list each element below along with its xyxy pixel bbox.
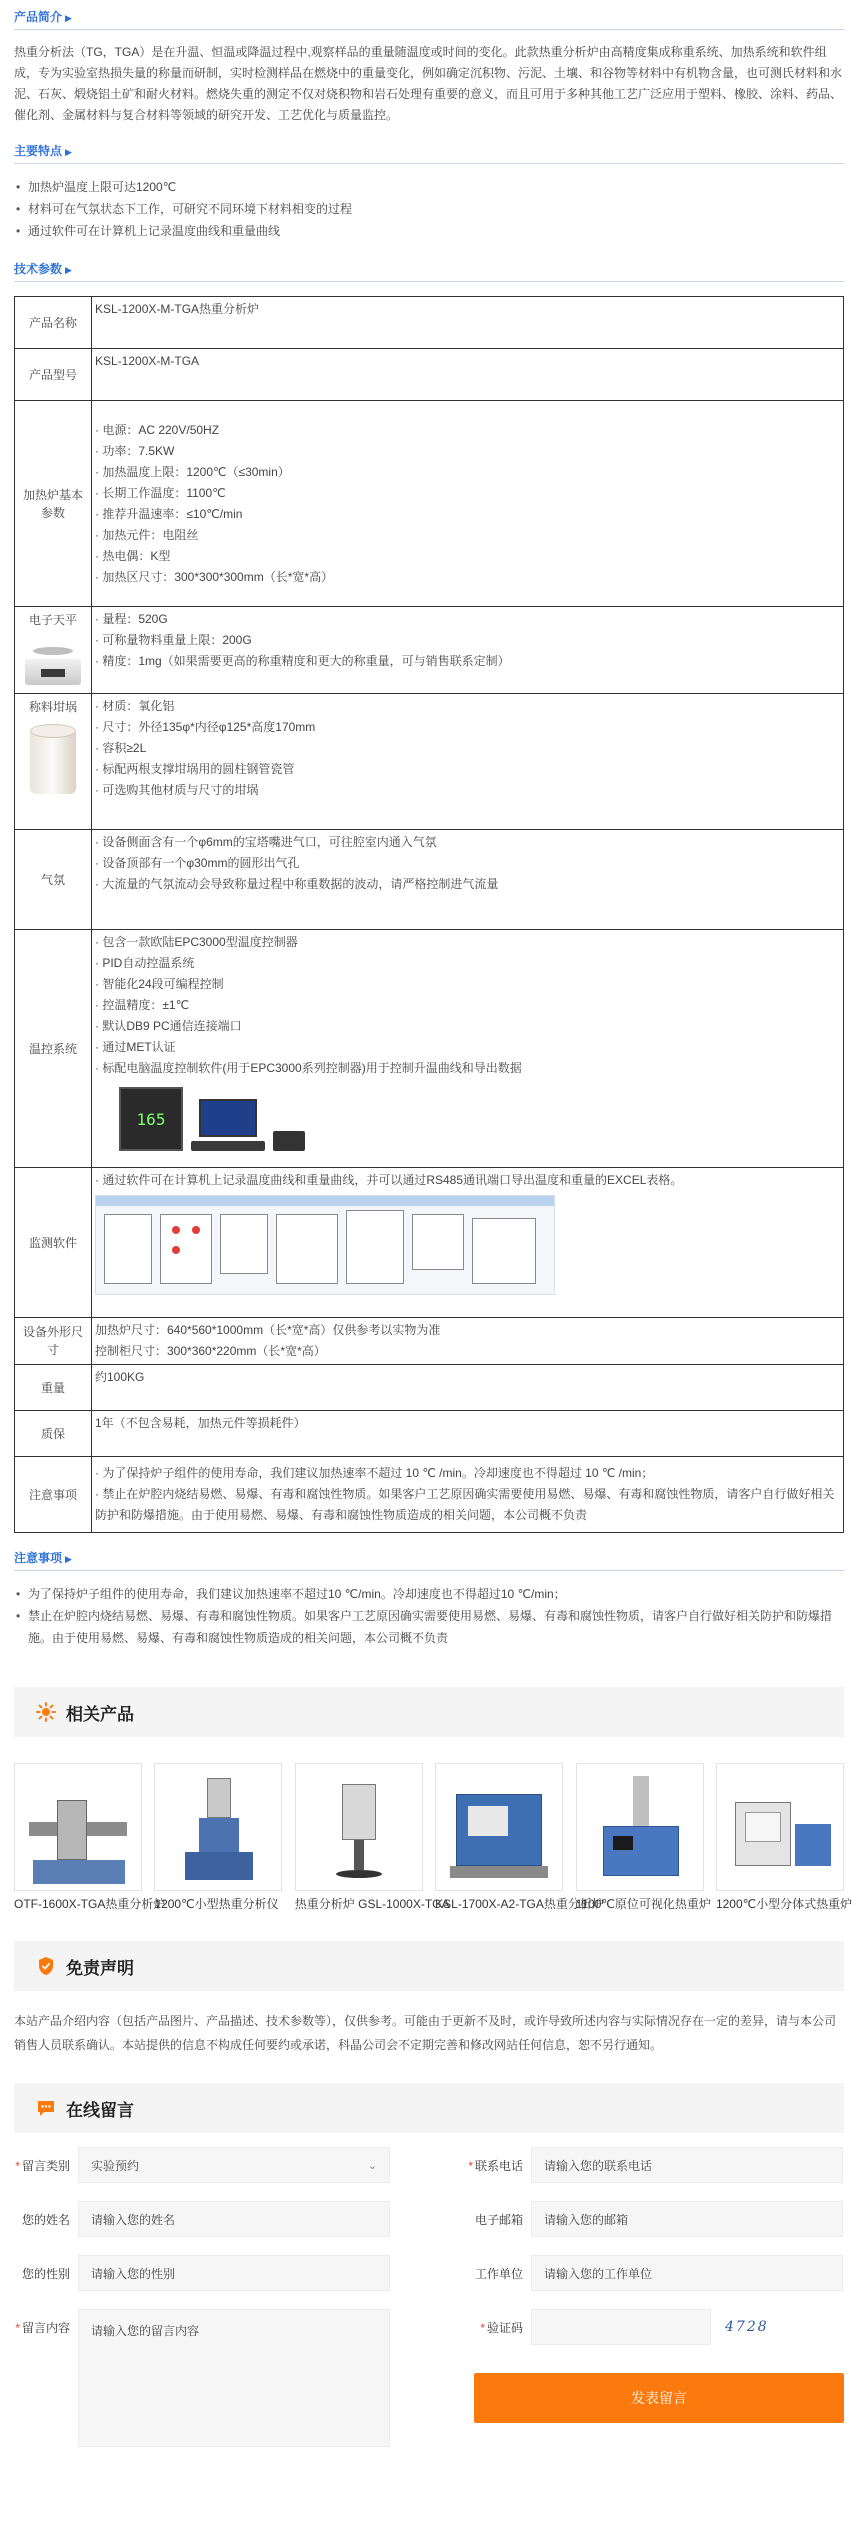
controller-image [119,1087,840,1151]
spec-line: · 禁止在炉腔内烧结易燃、易爆、有毒和腐蚀性物质。如果客户工艺原因确实需要使用易燃、易爆、有毒和腐蚀性物质，请客户自行做好相关防护和防爆措施。由于使用易燃、易爆、有毒和腐蚀性物质造成的相关问题，本公司概不负责 [95,1487,835,1522]
features-section-title: 主要特点 [14,144,63,158]
divider [14,163,844,164]
spec-label: 温控系统 [15,930,92,1168]
required-mark: * [15,2158,20,2173]
spec-line: · 精度：1mg（如果需要更高的称重精度和更大的称重量，可与销售联系定制） [95,654,510,668]
product-name[interactable]: 1200℃小型分体式热重炉 [715,1897,853,1911]
product-image[interactable] [14,1763,142,1891]
spec-line: · 功率：7.5KW [95,443,175,458]
disclaimer-title: 免责声明 [66,1958,134,1978]
list-item: • 材料可在气氛状态下工作，可研究不同环境下材料相变的过程 [16,198,844,220]
spec-line: · 大流量的气氛流动会导致称量过程中称重数据的波动，请严格控制进气流量 [95,877,499,891]
spec-line: · 推荐升温速率：≤10℃/min [95,506,243,521]
table-row [15,297,844,349]
required-mark: * [468,2158,473,2173]
spec-line: · 设备顶部有一个φ30mm的圆形出气孔 [95,856,300,870]
spec-line: · 材质：氧化铝 [95,699,175,713]
table-row [15,349,844,401]
captcha-input[interactable] [531,2309,711,2345]
product-card[interactable] [294,1763,450,1913]
list-item: • 加热炉温度上限可达1200℃ [16,176,844,198]
spec-line: · 加热区尺寸：300*300*300mm（长*宽*高） [95,569,334,584]
field-label: 电子邮箱 [474,2212,523,2227]
product-image[interactable] [154,1763,282,1891]
spec-value [92,1168,844,1318]
company-input[interactable]: 请输入您的工作单位 [531,2255,843,2291]
spec-line: · 加热元件：电阻丝 [95,527,199,542]
intro-section-header [14,6,844,30]
spec-line: · PID自动控温系统 [95,956,195,970]
field-label: 工作单位 [474,2266,523,2281]
spec-line: · 长期工作温度：1100℃ [95,485,226,500]
spec-value [92,830,844,930]
intro-text: 热重分析法（TG，TGA）是在升温、恒温或降温过程中,观察样品的重量随温度或时间的变化。此款热重分析炉由高精度集成称重系统、加热系统和软件组成，专为实验室热损失量的称量而研制，实时检测样品在燃烧中的重量变化，例如确定沉积物、污泥、土壤、和谷物等材料中有机物含量，也可测氏材料和水泥、石灰、煅烧铝土矿和耐火材料。燃烧失重的测定不仅对烧积物和岩石处理有重要的意义，而且可用于多种其他工艺广泛应用于塑料、橡胶、涂料、药品、催化剂、金属材料与复合材料等领域的研究开发、工艺优化与质量监控。 [14,45,843,122]
table-row [15,401,844,607]
phone-input[interactable]: 请输入您的联系电话 [531,2147,843,2183]
category-select[interactable] [78,2147,390,2183]
spec-line: · 标配两根支撑坩埚用的圆柱钢管瓷管 [95,762,295,776]
spec-value [92,930,844,1168]
required-mark: * [480,2320,485,2335]
features-list [14,164,844,252]
notice-section-header [14,1547,844,1571]
captcha-image[interactable]: 4728 [725,2319,769,2335]
spec-line: · 尺寸：外径135φ*内径φ125*高度170mm [95,720,316,734]
table-row [15,1411,844,1457]
spec-value [92,1318,844,1365]
message-title: 在线留言 [66,2100,134,2120]
product-card[interactable] [575,1763,711,1913]
product-name[interactable]: 1100℃原位可视化热重炉 [575,1897,711,1911]
disclaimer-header [14,1941,844,1991]
spec-line: · 可选购其他材质与尺寸的坩埚 [95,783,259,797]
spec-label: 质保 [15,1411,92,1457]
sun-icon [36,1702,56,1722]
crucible-image [20,720,86,800]
product-image[interactable] [716,1763,844,1891]
table-row [15,1365,844,1411]
spec-value [92,607,844,694]
message-header [14,2083,844,2133]
spec-line: · 可称量物料重量上限：200G [95,633,252,647]
spec-label: 注意事项 [15,1457,92,1533]
table-row [15,1457,844,1533]
spec-value: 约100KG [92,1365,844,1411]
field-label: 您的姓名 [21,2212,70,2227]
spec-line: · 量程：520G [95,612,168,626]
spec-line: · 为了保持炉子组件的使用寿命，我们建议加热速率不超过 10 ℃ /min。冷却速度也不得超过 10 ℃ /min； [95,1466,654,1480]
spec-label: 加热炉基本参数 [15,401,92,607]
table-row [15,694,844,830]
spec-label: 监测软件 [15,1168,92,1318]
submit-button[interactable]: 发表留言 [474,2373,844,2423]
spec-line: 加热炉尺寸：640*560*1000mm（长*宽*高）仅供参考以实物为准 [95,1323,441,1337]
category-value: 实验预约 [91,2158,140,2173]
message-form [14,2147,844,2437]
related-header [14,1687,844,1737]
product-detail-page [0,6,858,2539]
divider [14,281,844,282]
spec-value [92,1457,844,1533]
laptop-icon [191,1099,265,1151]
spec-value: KSL-1200X-M-TGA热重分析炉 [92,297,844,349]
intro-section-title: 产品简介 [14,10,63,24]
spec-label: 称料坩埚 [28,700,77,714]
chat-icon [36,2098,56,2118]
product-image[interactable] [295,1763,423,1891]
product-image[interactable] [576,1763,704,1891]
spec-value [92,694,844,830]
notice-section-title: 注意事项 [14,1551,63,1565]
product-name[interactable]: KSL-1700X-A2-TGA热重分析炉 [435,1897,604,1911]
product-card[interactable] [715,1763,853,1913]
field-label: 联系电话 [474,2158,523,2173]
spec-label: 产品型号 [15,349,92,401]
table-row [15,1168,844,1318]
shield-icon [36,1956,56,1976]
email-input[interactable]: 请输入您的邮箱 [531,2201,843,2237]
name-input[interactable]: 请输入您的姓名 [78,2201,390,2237]
spec-line: · 智能化24段可编程控制 [95,977,224,991]
field-label: 您的性别 [21,2266,70,2281]
spec-label: 重量 [15,1365,92,1411]
field-label: 留言内容 [21,2321,70,2335]
list-item: • 通过软件可在计算机上记录温度曲线和重量曲线 [16,220,844,242]
spec-line: · 加热温度上限：1200℃（≤30min） [95,464,290,479]
adapter-icon [273,1131,305,1151]
related-title: 相关产品 [66,1704,134,1724]
spec-table [14,296,844,1533]
spec-value [92,401,844,607]
spec-label: 电子天平 [28,613,77,627]
chevron-right-icon: ▶ [65,1554,72,1564]
spec-label: 气氛 [15,830,92,930]
spec-line: · 通过MET认证 [95,1040,176,1054]
table-row [15,1318,844,1365]
spec-value: 1年（不包含易耗，加热元件等损耗件） [92,1411,844,1457]
spec-line: · 通过软件可在计算机上记录温度曲线和重量曲线，并可以通过RS485通讯端口导出温度和重量的EXCEL表格。 [95,1173,683,1187]
table-row [15,930,844,1168]
product-card[interactable] [14,1763,166,1913]
chevron-down-icon: ⌄ [367,2159,377,2172]
notice-list [14,1571,844,1659]
software-screenshot [95,1195,555,1295]
disclaimer-text: 本站产品介绍内容（包括产品图片、产品描述、技术参数等），仅供参考。可能由于更新不及时，或许导致所述内容与实际情况存在一定的差异，请与本公司销售人员联系确认。本站提供的信息不构成任何要约或承诺，科晶公司会不定期完善和修改网站任何信息，恕不另行通知。 [14,2014,837,2052]
product-image[interactable] [435,1763,563,1891]
list-item: • 为了保持炉子组件的使用寿命，我们建议加热速率不超过10 ℃/min。冷却速度也不得超过10 ℃/min； [16,1583,844,1605]
divider [14,1570,844,1571]
spec-line: · 控温精度：±1℃ [95,998,190,1012]
message-textarea[interactable]: 请输入您的留言内容 [78,2309,390,2447]
spec-line: 控制柜尺寸：300*360*220mm（长*宽*高） [95,1344,326,1358]
chevron-right-icon: ▶ [65,13,72,23]
chevron-right-icon: ▶ [65,147,72,157]
spec-line: · 电源：AC 220V/50HZ [95,422,220,437]
gender-input[interactable]: 请输入您的性别 [78,2255,390,2291]
spec-line: · 默认DB9 PC通信连接端口 [95,1019,242,1033]
balance-image [19,633,87,689]
chevron-right-icon: ▶ [65,265,72,275]
spec-line: · 包含一款欧陆EPC3000型温度控制器 [95,935,298,949]
spec-line: · 容积≥2L [95,741,147,755]
product-name[interactable]: 1200℃小型热重分析仪 [154,1897,279,1911]
params-section-title: 技术参数 [14,262,63,276]
spec-label: 产品名称 [15,297,92,349]
spec-value: KSL-1200X-M-TGA [92,349,844,401]
controller-display: 165 [119,1087,183,1151]
spec-label: 设备外形尺寸 [15,1318,92,1365]
table-row [15,607,844,694]
product-name[interactable]: 热重分析炉 GSL-1000X-TGA [294,1897,450,1911]
spec-line: · 热电偶：K型 [95,548,171,563]
required-mark: * [15,2321,20,2335]
product-card[interactable] [435,1763,604,1913]
list-item: • 禁止在炉腔内烧结易燃、易爆、有毒和腐蚀性物质。如果客户工艺原因确实需要使用易燃、易爆、有毒和腐蚀性物质，请客户自行做好相关防护和防爆措施。由于使用易燃、易爆、有毒和腐蚀性物质造成的相关问题，本公司概不负责 [16,1605,844,1649]
field-label: 验证码 [486,2320,523,2335]
related-products [14,1763,853,1913]
divider [14,29,844,30]
params-section-header [14,258,844,282]
spec-line: · 设备侧面含有一个φ6mm的宝塔嘴进气口，可往腔室内通入气氛 [95,835,437,849]
features-section-header [14,140,844,164]
field-label: 留言类别 [21,2158,70,2173]
table-row [15,830,844,930]
spec-line: · 标配电脑温度控制软件(用于EPC3000系列控制器)用于控制升温曲线和导出数据 [95,1061,522,1075]
product-name[interactable]: OTF-1600X-TGA热重分析炉 [14,1897,166,1911]
product-card[interactable] [154,1763,282,1913]
